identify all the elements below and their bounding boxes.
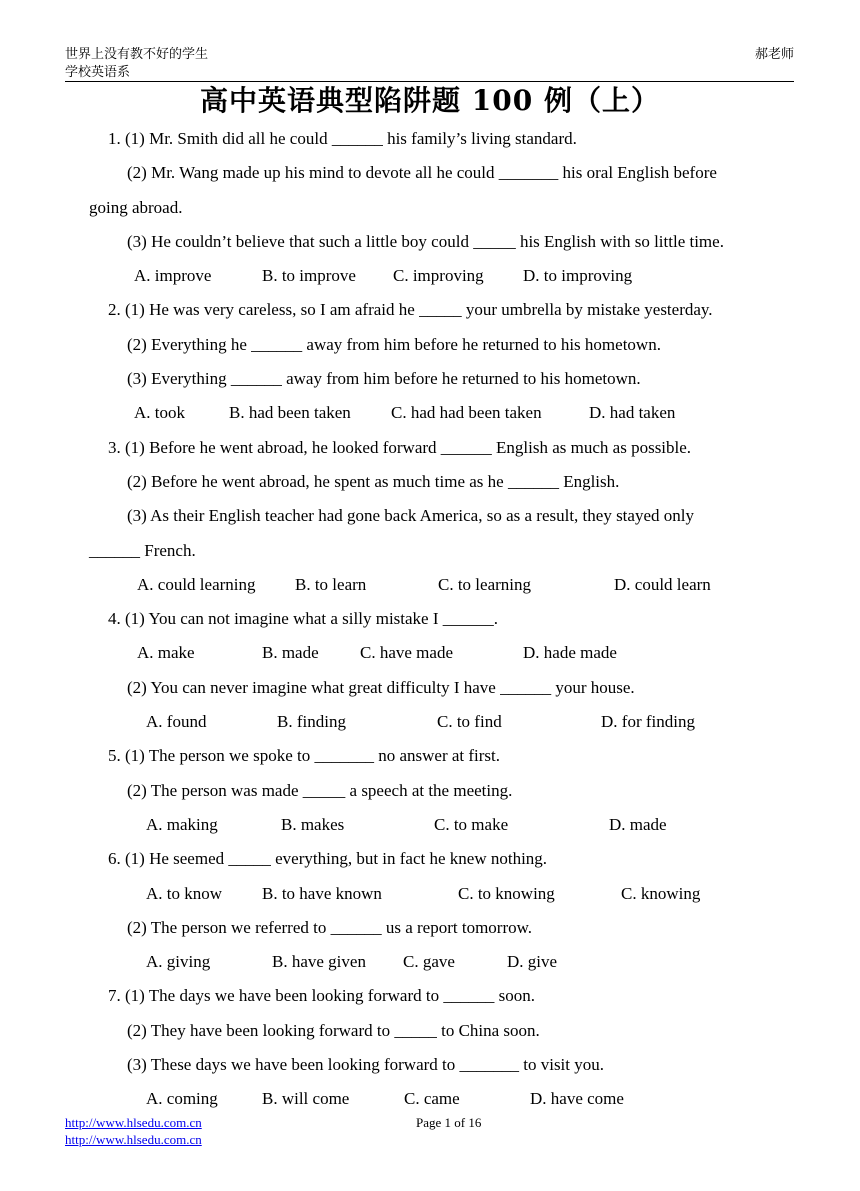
option-c: C. to find bbox=[437, 712, 502, 732]
option-b: B. to learn bbox=[295, 574, 367, 594]
q2-sentence-1: 2. (1) He was very careless, so I am afraid he _____ your umbrella by mistake yesterday. bbox=[108, 300, 713, 320]
page-number: Page 1 of 16 bbox=[416, 1115, 482, 1130]
q3-sentence-3-cont: ______ French. bbox=[89, 540, 196, 560]
option-d: D. made bbox=[609, 814, 667, 834]
option-a: A. took bbox=[134, 403, 185, 423]
option-d: D. hade made bbox=[523, 643, 617, 663]
q7-sentence-2: (2) They have been looking forward to _____ to China soon. bbox=[127, 1020, 540, 1040]
option-b: B. made bbox=[262, 643, 319, 663]
q6-options-1 bbox=[89, 877, 789, 911]
option-d: D. to improving bbox=[523, 266, 633, 286]
q1-sentence-2: (2) Mr. Wang made up his mind to devote all he could _______ his oral English before bbox=[127, 163, 717, 183]
q7-sentence-3: (3) These days we have been looking forward to _______ to visit you. bbox=[127, 1055, 605, 1075]
q3-sentence-3: (3) As their English teacher had gone back America, so as a result, they stayed only bbox=[127, 506, 694, 526]
q3-sentence-1: 3. (1) Before he went abroad, he looked forward ______ English as much as possible. bbox=[108, 437, 692, 457]
option-d: C. knowing bbox=[621, 883, 701, 903]
option-d: D. for finding bbox=[601, 712, 695, 732]
option-c: C. improving bbox=[393, 266, 484, 286]
q1-sentence-3: (3) He couldn’t believe that such a little boy could _____ his English with so little time. bbox=[127, 231, 724, 251]
q4-sentence-1: 4. (1) You can not imagine what a silly mistake I ______. bbox=[108, 609, 499, 629]
q1-sentence-2-cont: going abroad. bbox=[89, 197, 183, 217]
option-d: D. give bbox=[507, 952, 558, 972]
option-a: A. coming bbox=[146, 1089, 218, 1109]
footer-website-link[interactable]: http://www.hlsedu.com.cn bbox=[65, 1115, 202, 1130]
option-c: C. to knowing bbox=[458, 883, 555, 903]
q1-options bbox=[89, 259, 789, 293]
q2-sentence-2: (2) Everything he ______ away from him before he returned to his hometown. bbox=[127, 334, 661, 354]
option-b: B. finding bbox=[277, 712, 346, 732]
q1-sentence-1: 1. (1) Mr. Smith did all he could ______ his family’s living standard. bbox=[108, 129, 577, 148]
option-c: C. have made bbox=[360, 643, 453, 663]
q3-options bbox=[89, 568, 789, 602]
option-c: C. to learning bbox=[438, 574, 532, 594]
option-a: A. to know bbox=[146, 883, 223, 903]
q4-options-1 bbox=[89, 636, 789, 670]
option-a: A. making bbox=[146, 814, 218, 834]
q7-sentence-1: 7. (1) The days we have been looking forward to ______ soon. bbox=[108, 986, 535, 1006]
document-body bbox=[89, 122, 789, 1117]
option-c: C. had had been taken bbox=[391, 403, 542, 423]
q2-options bbox=[89, 396, 789, 430]
q2-sentence-3: (3) Everything ______ away from him before he returned to his hometown. bbox=[127, 369, 641, 389]
option-c: C. to make bbox=[434, 814, 509, 834]
option-b: B. have given bbox=[272, 952, 366, 972]
option-b: B. makes bbox=[281, 814, 345, 834]
option-d: D. have come bbox=[530, 1089, 624, 1109]
q7-options bbox=[89, 1082, 789, 1116]
option-d: D. had taken bbox=[589, 403, 676, 423]
option-b: B. will come bbox=[262, 1089, 350, 1109]
q5-sentence-2: (2) The person was made _____ a speech at the meeting. bbox=[127, 780, 513, 800]
option-a: A. found bbox=[146, 712, 207, 732]
option-d: D. could learn bbox=[614, 574, 711, 594]
option-a: A. make bbox=[137, 643, 195, 663]
option-b: B. had been taken bbox=[229, 403, 351, 423]
q6-sentence-2: (2) The person we referred to ______ us a report tomorrow. bbox=[127, 917, 533, 937]
header-teacher: 郝老师 bbox=[754, 46, 794, 61]
q4-options-2 bbox=[89, 705, 789, 739]
option-b: B. to improve bbox=[262, 266, 356, 286]
option-a: A. giving bbox=[146, 952, 211, 972]
q5-options bbox=[89, 808, 789, 842]
document-title: 高中英语典型陷阱题 100 例（上） bbox=[200, 84, 660, 117]
q5-sentence-1: 5. (1) The person we spoke to _______ no answer at first. bbox=[108, 746, 501, 766]
option-a: A. could learning bbox=[137, 574, 256, 594]
q6-options-2 bbox=[89, 945, 789, 979]
q3-sentence-2: (2) Before he went abroad, he spent as much time as he ______ English. bbox=[127, 471, 620, 491]
header-department: 学校英语系 bbox=[65, 64, 131, 79]
option-b: B. to have known bbox=[262, 883, 382, 903]
q4-sentence-2: (2) You can never imagine what great difficulty I have ______ your house. bbox=[127, 677, 635, 697]
q6-sentence-1: 6. (1) He seemed _____ everything, but in fact he knew nothing. bbox=[108, 849, 548, 869]
header-school-motto: 世界上没有教不好的学生 bbox=[65, 46, 209, 61]
option-c: C. gave bbox=[403, 952, 455, 972]
option-c: C. came bbox=[404, 1089, 460, 1109]
footer-website-link-2[interactable]: http://www.hlsedu.com.cn bbox=[65, 1132, 202, 1147]
option-a: A. improve bbox=[134, 266, 212, 286]
